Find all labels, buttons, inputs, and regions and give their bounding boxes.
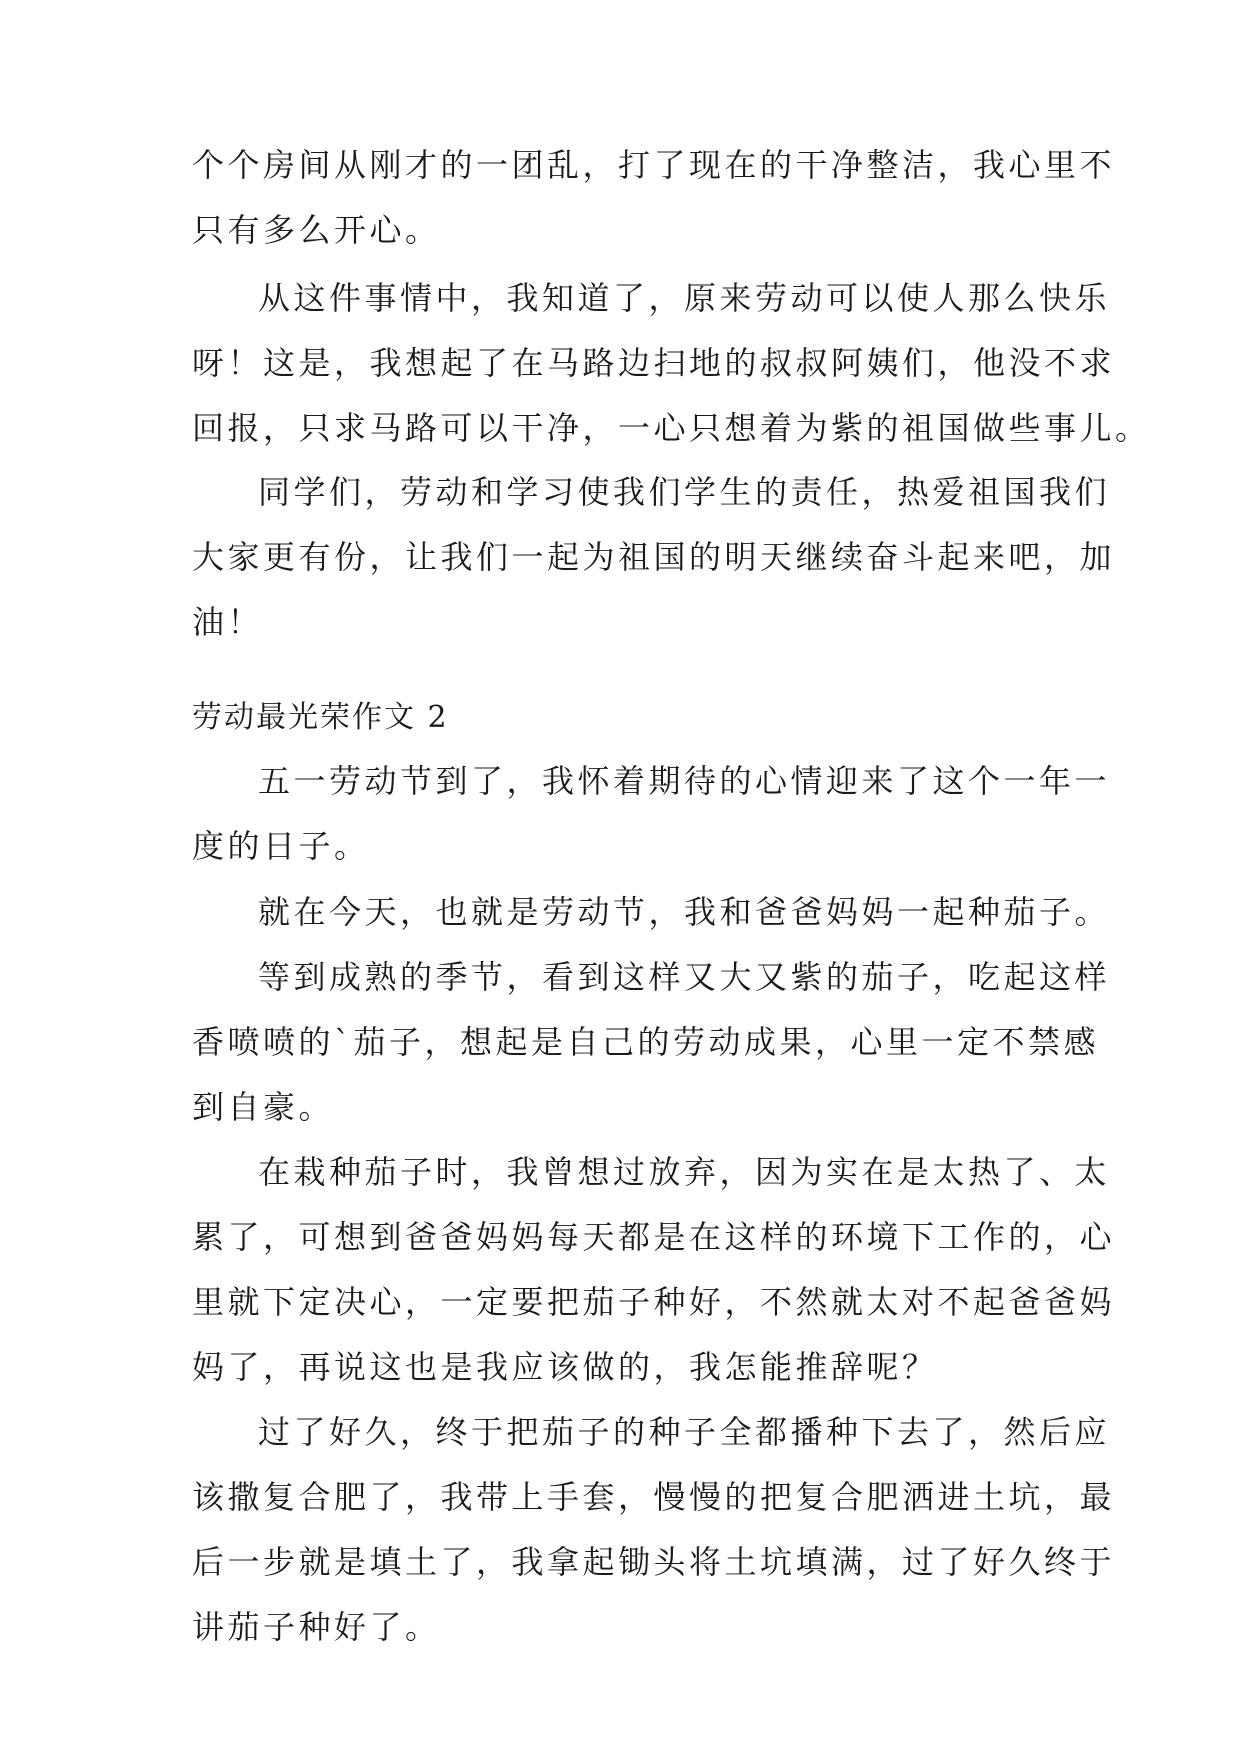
text-line: 从这件事情中，我知道了，原来劳动可以使人那么快乐 <box>258 279 1111 317</box>
text-line: 讲茄子种好了。 <box>192 1608 441 1646</box>
text-line: 只有多么开心。 <box>192 211 441 249</box>
text-line: 累了，可想到爸爸妈妈每天都是在这样的环境下工作的，心 <box>192 1218 1116 1256</box>
text-line: 妈了，再说这也是我应该做的，我怎能推辞呢？ <box>192 1348 938 1386</box>
text-line: 就在今天，也就是劳动节，我和爸爸妈妈一起种茄子。 <box>258 893 1111 931</box>
text-line: 过了好久，终于把茄子的种子全都播种下去了，然后应 <box>258 1413 1111 1451</box>
paragraph <box>192 945 1111 1140</box>
paragraph <box>192 880 1111 945</box>
paragraph <box>192 1140 1116 1400</box>
text-line: 同学们，劳动和学习使我们学生的责任，热爱祖国我们 <box>258 473 1111 511</box>
heading-text: 劳动最光荣作文 2 <box>192 700 449 735</box>
text-line: 香喷喷的`茄子，想起是自己的劳动成果，心里一定不禁感 <box>192 1023 1100 1061</box>
paragraph <box>192 460 1116 655</box>
text-line: 大家更有份，让我们一起为祖国的明天继续奋斗起来吧，加 <box>192 538 1116 576</box>
text-line: 到自豪。 <box>192 1088 335 1126</box>
text-line: 等到成熟的季节，看到这样又大又紫的茄子，吃起这样 <box>258 958 1111 996</box>
text-line: 在栽种茄子时，我曾想过放弃，因为实在是太热了、太 <box>258 1153 1111 1191</box>
text-line: 呀！这是，我想起了在马路边扫地的叔叔阿姨们，他没不求 <box>192 344 1116 382</box>
text-line: 回报，只求马路可以干净，一心只想着为紫的祖国做些事儿。 <box>192 409 1151 447</box>
paragraph <box>192 1400 1116 1660</box>
text-line: 度的日子。 <box>192 827 370 865</box>
paragraph <box>192 266 1151 461</box>
text-line: 油！ <box>192 603 264 641</box>
paragraph-continued <box>192 133 1116 263</box>
text-line: 里就下定决心，一定要把茄子种好，不然就太对不起爸爸妈 <box>192 1283 1116 1321</box>
essay-heading <box>192 685 1072 750</box>
paragraph <box>192 749 1111 879</box>
text-line: 该撒复合肥了，我带上手套，慢慢的把复合肥洒进土坑，最 <box>192 1478 1116 1516</box>
text-line: 个个房间从刚才的一团乱，打了现在的干净整洁，我心里不 <box>192 146 1116 184</box>
text-line: 后一步就是填土了，我拿起锄头将土坑填满，过了好久终于 <box>192 1543 1116 1581</box>
text-line: 五一劳动节到了，我怀着期待的心情迎来了这个一年一 <box>258 762 1111 800</box>
